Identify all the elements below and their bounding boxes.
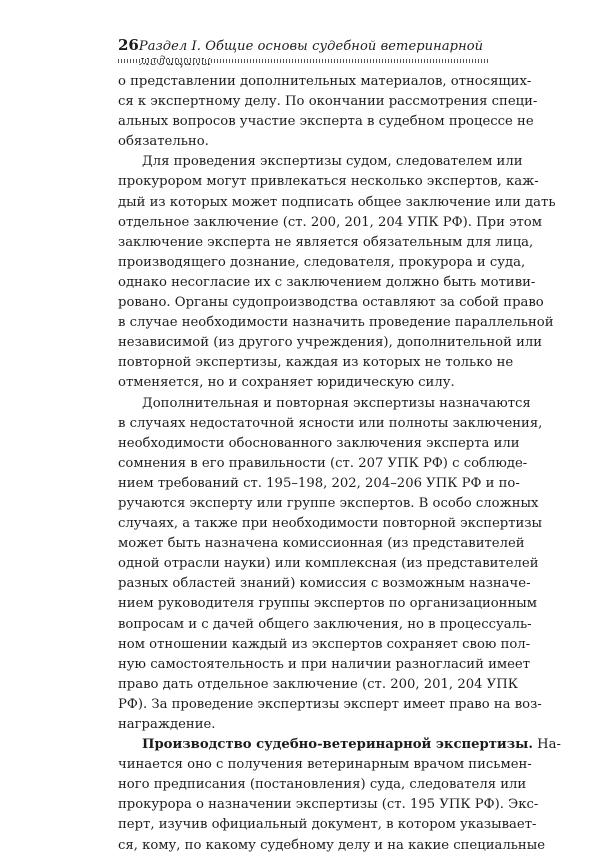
text-line: в случае необходимости назначить проведение параллельной — [118, 315, 554, 331]
text-line-with-heading — [118, 735, 561, 755]
text-line: ся, кому, по какому судебному делу и на какие специальные — [118, 837, 546, 853]
text-line: в случаях недостаточной ясности или полноты заключения, — [118, 415, 543, 431]
paragraph-2 — [118, 152, 556, 393]
page-number: 26 — [118, 36, 139, 54]
text-line: отдельное заключение (ст. 200, 201, 204 УПК РФ). При этом — [118, 214, 542, 230]
text-line: о представлении дополнительных материалов, относящих- — [118, 74, 532, 89]
text-line: ся к экспертному делу. По окончании рассмотрения специ- — [118, 94, 538, 110]
text-line: ную самостоятельность и при наличии разногласий имеет — [118, 656, 531, 672]
text-line: необходимости обоснованного заключения эксперта или — [118, 435, 520, 451]
paragraph-4 — [118, 735, 561, 856]
header-rule — [118, 59, 490, 63]
text-line: ном отношении каждый из экспертов сохраняет свою пол- — [118, 636, 531, 652]
running-head: Раздел I. Общие основы судебной ветеринарной — [138, 39, 484, 54]
text-line: прокурором могут привлекаться несколько экспертов, каж- — [118, 174, 539, 190]
heading-continuation: На- — [532, 737, 561, 753]
text-line: чинается оно с получения ветеринарным врачом письмен- — [118, 757, 532, 773]
text-line: обязательно. — [118, 134, 209, 150]
text-line: нием требований ст. 195–198, 202, 204–206 УПК РФ и по- — [118, 475, 520, 491]
text-line: ровано. Органы судопроизводства оставляют за собой право — [118, 295, 544, 311]
text-line: прокурора о назначении экспертизы (ст. 195 УПК РФ). Экс- — [118, 797, 539, 813]
text-line: награждение. — [118, 717, 216, 732]
text-line: перт, изучив официальный документ, в котором указывает- — [118, 817, 537, 833]
text-line: право дать отдельное заключение (ст. 200, 201, 204 УПК — [118, 676, 518, 692]
body-text — [118, 72, 561, 856]
run-in-heading: Производство судебно-ветеринарной экспертизы. — [142, 737, 533, 753]
text-line: нием руководителя группы экспертов по организационным — [118, 596, 538, 612]
paragraph-3 — [118, 394, 543, 736]
text-line: однако несогласие их с заключением должно быть мотиви- — [118, 274, 536, 290]
text-line: Дополнительная и повторная экспертизы назначаются — [142, 395, 531, 411]
text-line: сомнения в его правильности (ст. 207 УПК РФ) с соблюде- — [118, 455, 528, 471]
text-line: РФ). За проведение экспертизы эксперт имеет право на воз- — [118, 696, 542, 712]
text-line: случаях, а также при необходимости повторной экспертизы — [118, 516, 543, 532]
text-line: одной отрасли науки) или комплексная (из представителей — [118, 556, 539, 572]
text-line: Для проведения экспертизы судом, следователем или — [142, 154, 523, 170]
text-line: вопросам и с дачей общего заключения, но в процессуаль- — [118, 616, 532, 632]
text-line: разных областей знаний) комиссия с возможным назначе- — [118, 576, 531, 592]
text-line: дый из которых может подписать общее заключение или дать — [118, 194, 556, 210]
paragraph-1 — [118, 72, 538, 152]
page-header — [118, 36, 490, 56]
text-line: производящего дознание, следователя, прокурора и суда, — [118, 254, 526, 270]
text-line: независимой (из другого учреждения), дополнительной или — [118, 335, 543, 351]
text-line: ного предписания (постановления) суда, следователя или — [118, 777, 527, 793]
text-line: ручаются эксперту или группе экспертов. В особо сложных — [118, 495, 539, 511]
text-line: повторной экспертизы, каждая из которых не только не — [118, 355, 514, 371]
text-line: может быть назначена комиссионная (из представителей — [118, 536, 525, 552]
text-line: отменяется, но и сохраняет юридическую силу. — [118, 375, 455, 391]
text-line: альных вопросов участие эксперта в судебном процессе не — [118, 114, 534, 130]
text-line: заключение эксперта не является обязательным для лица, — [118, 234, 534, 250]
